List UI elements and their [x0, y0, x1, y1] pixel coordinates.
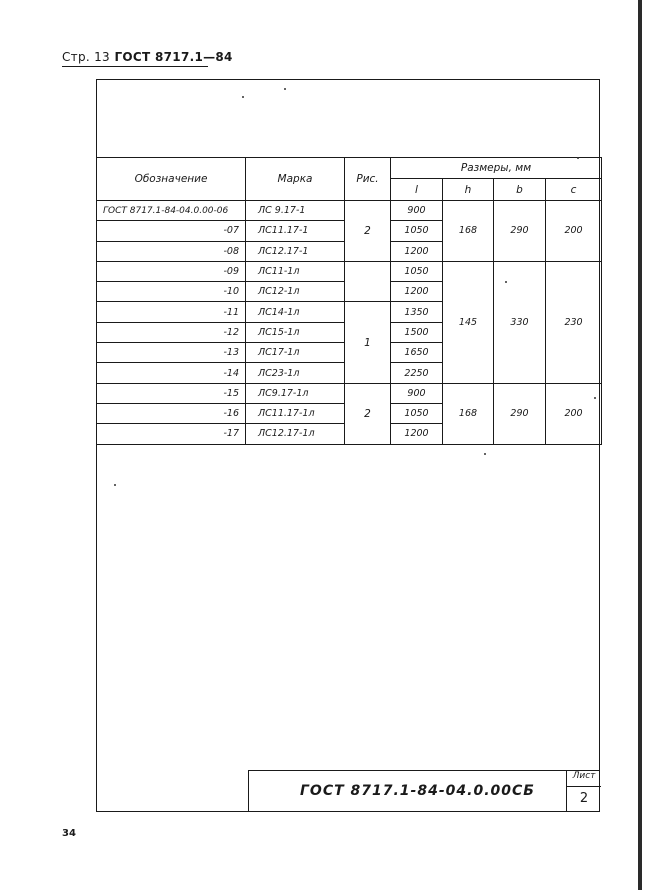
length-cell: 1650: [391, 343, 443, 363]
header-underline: [62, 66, 208, 67]
designation-cell: -07: [97, 221, 246, 241]
b-cell: 330: [494, 261, 546, 383]
table-row: [97, 383, 602, 403]
length-cell: 900: [391, 383, 443, 403]
h-cell: 145: [443, 261, 494, 383]
col-header-dimensions: Размеры, мм: [391, 158, 602, 179]
sheet-box: [566, 770, 600, 812]
length-cell: 1500: [391, 322, 443, 342]
brand-cell: ЛС11-1л: [246, 261, 345, 281]
figure-cell: 2: [345, 383, 391, 444]
page-number: 34: [62, 828, 76, 839]
brand-cell: ЛС12.17-1: [246, 241, 345, 261]
designation-cell: -14: [97, 363, 246, 383]
brand-cell: ЛС15-1л: [246, 322, 345, 342]
length-cell: 1200: [391, 424, 443, 444]
page-header: [62, 50, 233, 64]
standard-code: ГОСТ 8717.1—84: [114, 50, 233, 64]
designation-cell: -09: [97, 261, 246, 281]
b-cell: 290: [494, 383, 546, 444]
h-cell: 168: [443, 383, 494, 444]
designation-cell: -13: [97, 343, 246, 363]
col-header-h: h: [443, 179, 494, 201]
length-cell: 1350: [391, 302, 443, 322]
scan-speck: [577, 157, 579, 159]
page-label: Стр. 13: [62, 50, 110, 64]
designation-cell: -16: [97, 403, 246, 423]
document-code: ГОСТ 8717.1-84-04.0.00СБ: [300, 783, 535, 799]
brand-cell: ЛС23-1л: [246, 363, 345, 383]
scan-speck: [484, 453, 486, 455]
table-row: [97, 261, 602, 281]
scan-speck: [284, 88, 286, 90]
designation-cell: -12: [97, 322, 246, 342]
length-cell: 1200: [391, 282, 443, 302]
length-cell: 1050: [391, 403, 443, 423]
h-cell: 168: [443, 201, 494, 262]
scan-speck: [594, 397, 596, 399]
scan-speck: [242, 96, 244, 98]
designation-cell: -17: [97, 424, 246, 444]
brand-cell: ЛС 9.17-1: [246, 201, 345, 221]
brand-cell: ЛС12.17-1л: [246, 424, 345, 444]
figure-cell: 2: [345, 201, 391, 262]
c-cell: 200: [546, 383, 602, 444]
designation-cell: -15: [97, 383, 246, 403]
table-row: [97, 201, 602, 221]
col-header-b: b: [494, 179, 546, 201]
sheet-number: 2: [579, 791, 589, 806]
designation-cell: -08: [97, 241, 246, 261]
brand-cell: ЛС17-1л: [246, 343, 345, 363]
brand-cell: ЛС11.17-1л: [246, 403, 345, 423]
designation-cell: ГОСТ 8717.1-84-04.0.00-06: [97, 201, 246, 221]
c-cell: 200: [546, 201, 602, 262]
designation-cell: -11: [97, 302, 246, 322]
col-header-designation: Обозначение: [97, 158, 246, 201]
col-header-figure: Рис.: [345, 158, 391, 201]
length-cell: 1050: [391, 261, 443, 281]
brand-cell: ЛС14-1л: [246, 302, 345, 322]
specification-table: [96, 157, 602, 445]
length-cell: 1050: [391, 221, 443, 241]
col-header-brand: Марка: [246, 158, 345, 201]
b-cell: 290: [494, 201, 546, 262]
col-header-l: l: [391, 179, 443, 201]
brand-cell: ЛС11.17-1: [246, 221, 345, 241]
length-cell: 2250: [391, 363, 443, 383]
sheet-label: Лист: [572, 771, 596, 781]
figure-cell: 1: [345, 302, 391, 383]
sheet-divider: [567, 786, 601, 787]
designation-cell: -10: [97, 282, 246, 302]
brand-cell: ЛС12-1л: [246, 282, 345, 302]
length-cell: 1200: [391, 241, 443, 261]
scan-speck: [505, 281, 507, 283]
brand-cell: ЛС9.17-1л: [246, 383, 345, 403]
length-cell: 900: [391, 201, 443, 221]
figure-cell-empty: [345, 261, 391, 302]
col-header-c: c: [546, 179, 602, 201]
scan-speck: [114, 484, 116, 486]
c-cell: 230: [546, 261, 602, 383]
scan-edge: [638, 0, 642, 890]
